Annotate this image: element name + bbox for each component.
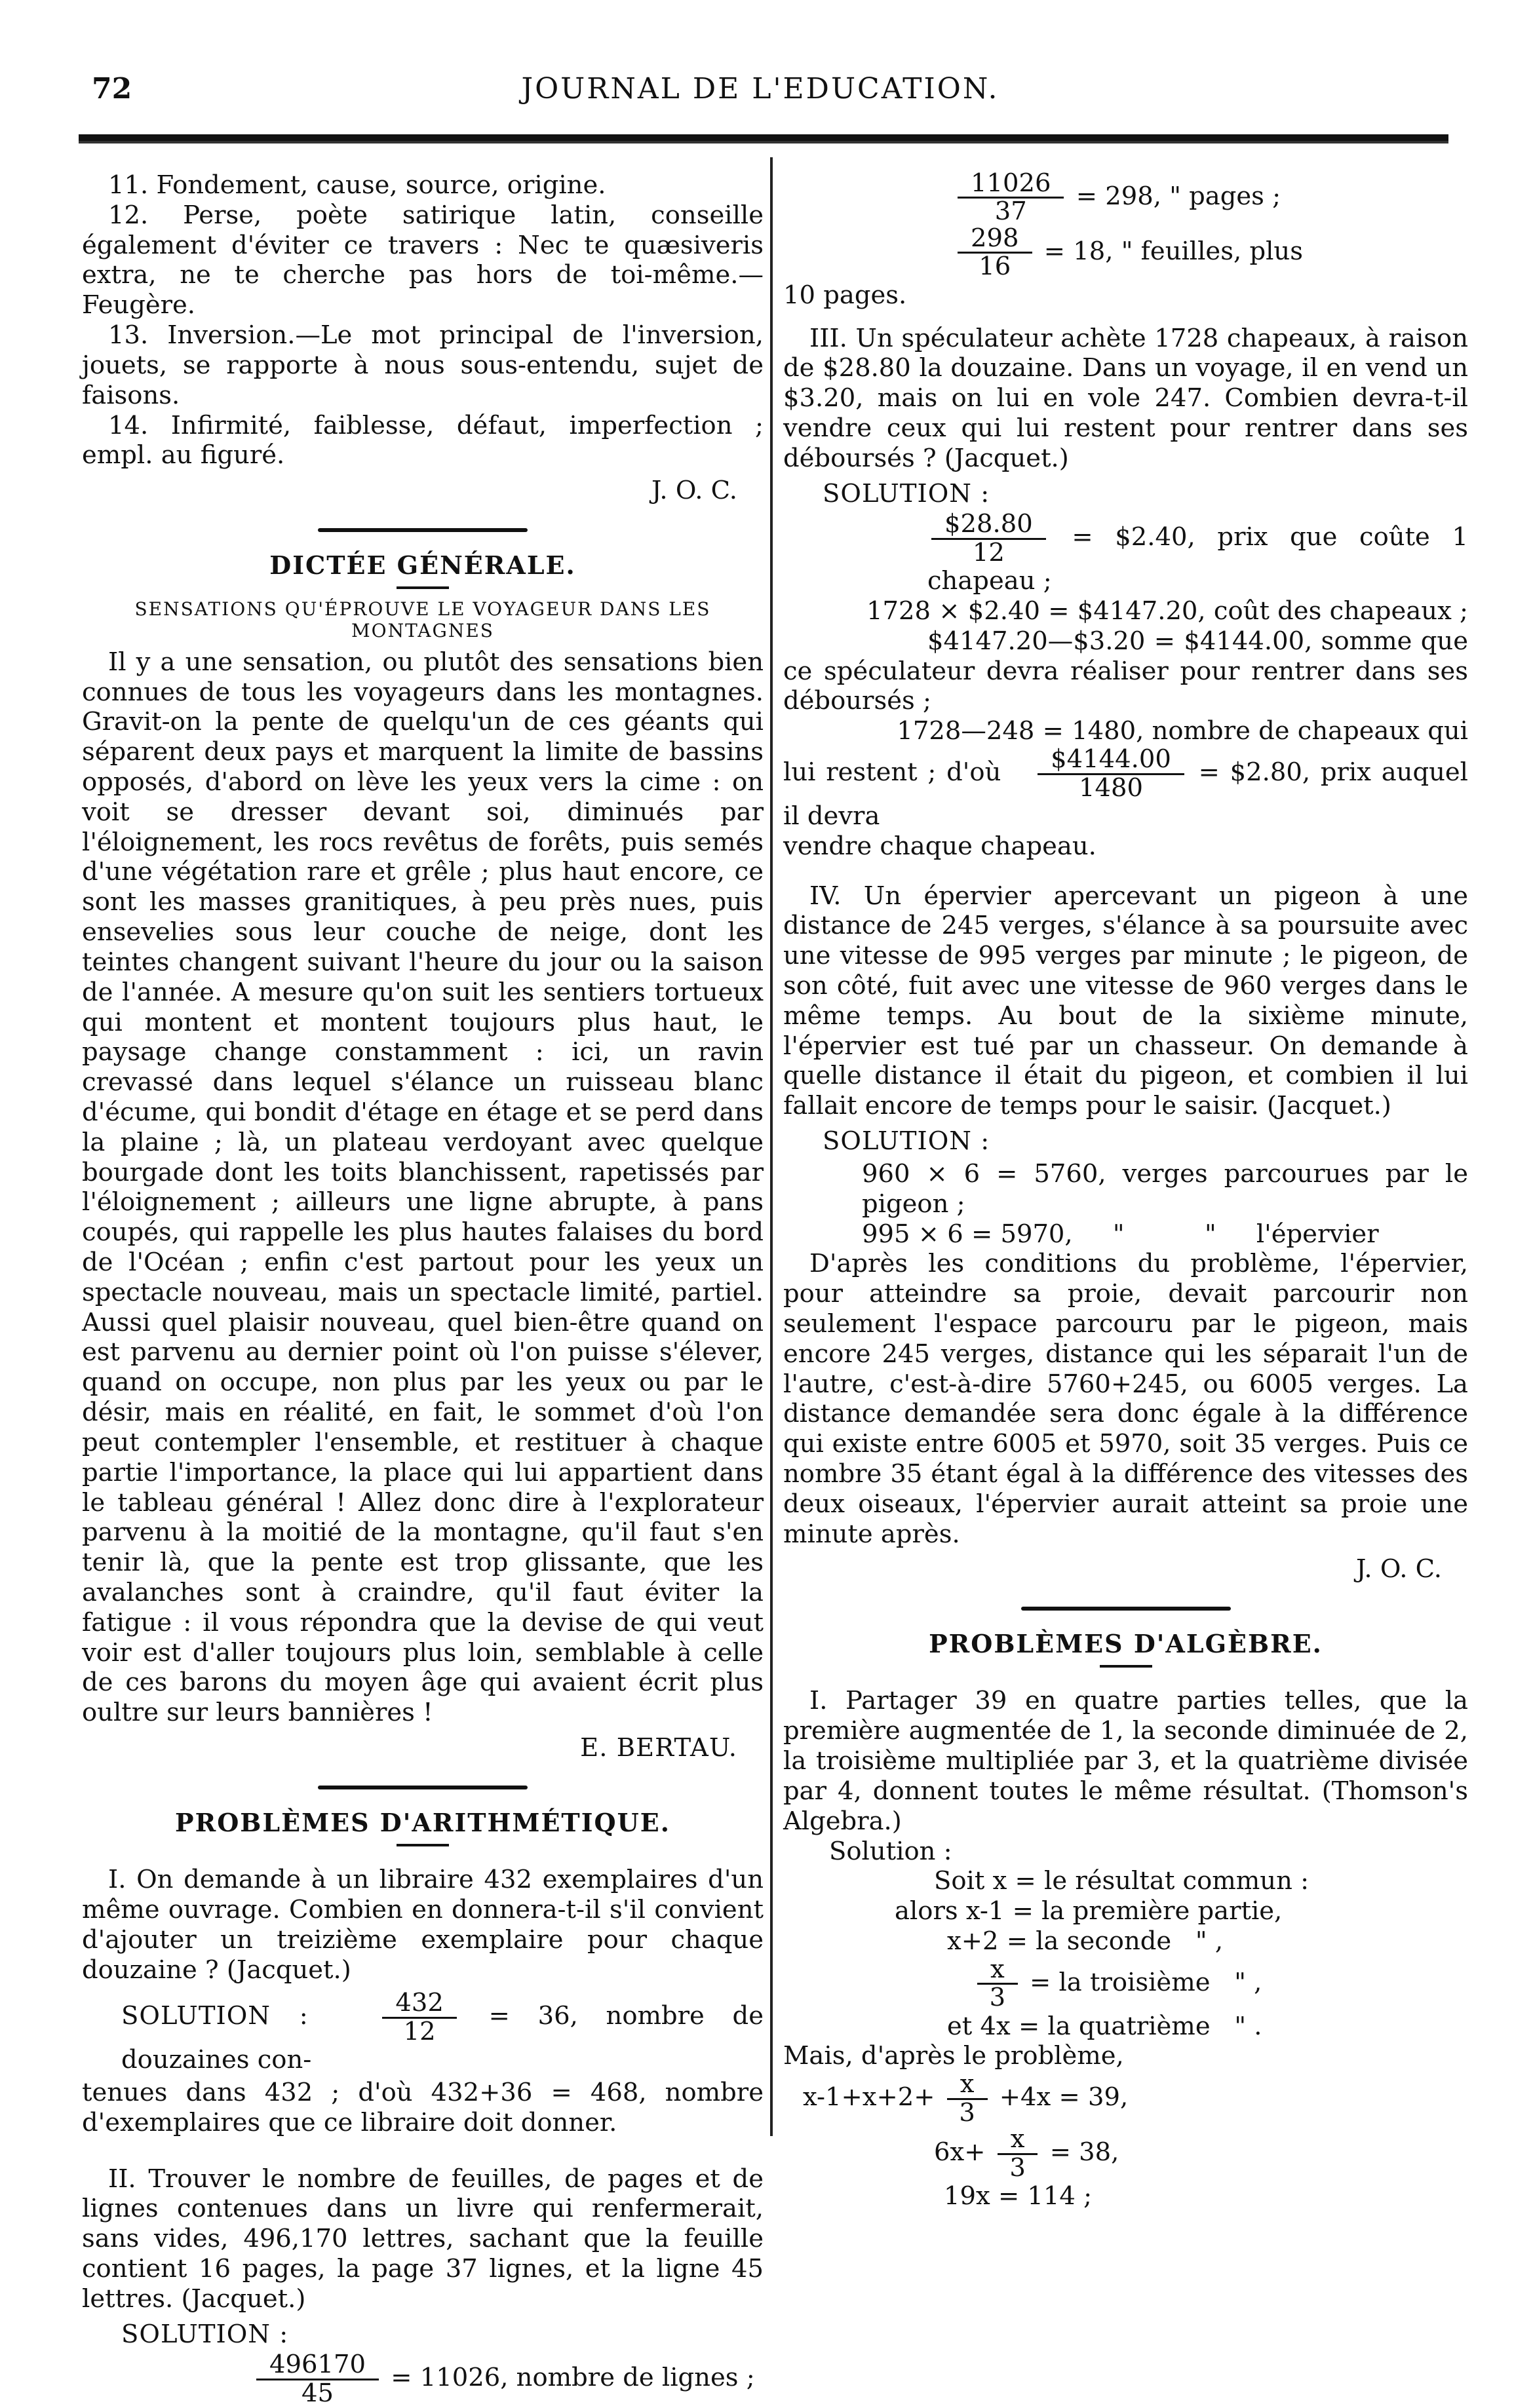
equation-text: = $2.40, prix que coûte 1 chapeau ; <box>927 522 1468 596</box>
solution-text: 10 pages. <box>783 280 907 310</box>
equation <box>954 225 1468 280</box>
solution-label: SOLUTION : <box>823 1126 990 1156</box>
equation-text: 960 × 6 = 5760, verges parcourues par le pigeon ; <box>862 1158 1468 1219</box>
numerator: x <box>947 2071 988 2099</box>
solution-label: SOLUTION : <box>121 2001 309 2031</box>
glossary-note: 14. Infirmité, faiblesse, défaut, imperfection ; empl. au figuré. <box>82 410 764 470</box>
equation-text: = 298, " pages ; <box>1076 181 1281 211</box>
equation-text: $4147.20—$3.20 = $4144.00, somme que ce spéculateur devra réaliser pour rentrer dans ses déboursés ; <box>783 626 1468 716</box>
numerator: 11026 <box>958 170 1064 199</box>
equation-text: 1728 × $2.40 = $4147.20, coût des chapeaux ; <box>866 596 1468 626</box>
journal-title: JOURNAL DE L'EDUCATION. <box>521 72 999 105</box>
equation-text: alors x-1 = la première partie, <box>895 1896 1283 1926</box>
equation-text: 6x+ <box>934 2137 986 2168</box>
numerator: x <box>998 2126 1038 2154</box>
equation <box>927 511 1468 596</box>
problem-statement: II. Trouver le nombre de feuilles, de pages et de lignes contenues dans un livre qui renfermerait, sans vides, 496,170 lettres, sachant que la feuille contient 16 pages, la page 37 lignes, et la ligne 45 lettres. (Jacquet.) <box>82 2164 764 2314</box>
equation-text: = 38, <box>1049 2137 1119 2168</box>
glossary-note: 13. Inversion.—Le mot principal de l'inversion, jouets, se rapporte à nous sous-entendu, sujet de faisons. <box>82 320 764 410</box>
equation-text: 1728—248 = 1480, nombre de chapeaux qui <box>897 716 1468 746</box>
title-rule <box>397 586 449 589</box>
solution-label: Solution : <box>829 1836 952 1866</box>
equation-text: x-1+x+2+ <box>803 2082 935 2112</box>
numerator: 432 <box>382 1990 457 2018</box>
section-ornament <box>318 528 528 532</box>
left-column <box>82 170 764 2407</box>
equation <box>973 1954 1468 2013</box>
denominator: 1480 <box>1079 773 1143 803</box>
right-column <box>783 170 1468 2211</box>
problem-statement: I. On demande à un libraire 432 exemplaires d'un même ouvrage. Combien en donnera-t-il s'il convient d'ajouter un treizième exemplaire pour chaque douzaine ? (Jacquet.) <box>82 1865 764 1985</box>
glossary-note: 12. Perse, poète satirique latin, conseille également d'éviter ce travers : Nec te quæsiveris extra, ne te cherche pas hors de toi-même.—Feugère. <box>82 200 764 320</box>
signature: J. O. C. <box>651 476 737 506</box>
equation <box>934 2126 1468 2181</box>
equation-text: et 4x = la quatrième " . <box>947 2011 1262 2041</box>
section-subtitle: SENSATIONS QU'ÉPROUVE LE VOYAGEUR DANS LES MONTAGNES <box>134 598 711 642</box>
solution-label-row <box>823 1126 1468 1156</box>
page-number: 72 <box>92 72 132 105</box>
equation <box>803 2071 1468 2126</box>
solution-text: D'après les conditions du problème, l'épervier, pour atteindre sa proie, devait parcourir non seulement l'espace parcouru par le pigeon, mais encore 245 verges, distance qui les séparait l'un de l'autre, c'est-à-dire 5760+245, ou 6005 verges. La distance demandée sera donc égale à la différence qui existe entre 6005 et 5970, soit 35 verges. Puis ce nombre 35 étant égal à la différence des vitesses des deux oiseaux, l'épervier aurait atteint sa proie une minute après. <box>783 1249 1468 1549</box>
denominator: 37 <box>994 197 1027 227</box>
solution-text: tenues dans 432 ; d'où 432+36 = 468, nombre d'exemplaires que ce libraire doit donner. <box>82 2077 764 2137</box>
section-ornament <box>1021 1607 1231 1611</box>
denominator: 45 <box>301 2378 334 2408</box>
signature: J. O. C. <box>1355 1554 1442 1584</box>
equation-text: = 18, " feuilles, plus <box>1043 236 1303 266</box>
fraction <box>256 2352 379 2407</box>
solution <box>121 2320 764 2350</box>
denominator: 16 <box>979 252 1011 282</box>
solution <box>121 1990 764 2075</box>
fraction <box>998 2126 1038 2181</box>
solution-text: vendre chaque chapeau. <box>783 831 1096 861</box>
denominator: 3 <box>989 1983 1006 2013</box>
section-title: PROBLÈMES D'ALGÈBRE. <box>929 1629 1323 1659</box>
solution-text: Mais, d'après le problème, <box>783 2041 1124 2071</box>
numerator: 496170 <box>256 2352 379 2380</box>
page-header <box>79 72 1442 118</box>
fraction <box>947 2071 988 2126</box>
solution-label: SOLUTION : <box>121 2319 289 2349</box>
fraction <box>958 170 1064 225</box>
section-ornament <box>318 1786 528 1789</box>
equation-text: = $2.80, prix auquel il devra <box>783 757 1468 831</box>
numerator: x <box>977 1957 1018 1985</box>
equation <box>954 170 1468 225</box>
equation-text: = 36, nombre de douzaines con- <box>121 2001 764 2075</box>
glossary-note: 11. Fondement, cause, source, origine. <box>108 170 606 200</box>
equation-text: Soit x = le résultat commun : <box>934 1866 1310 1896</box>
fraction <box>977 1954 1018 2013</box>
fraction <box>1038 746 1184 801</box>
numerator: 298 <box>958 225 1032 254</box>
title-rule <box>1100 1665 1152 1668</box>
equation-text: x+2 = la seconde " , <box>947 1926 1224 1956</box>
equation-text: 19x = 114 ; <box>944 2181 1093 2211</box>
numerator: $28.80 <box>931 511 1046 539</box>
header-rule <box>79 134 1448 143</box>
equation <box>783 746 1468 831</box>
section-title: DICTÉE GÉNÉRALE. <box>269 550 576 580</box>
equation-text: lui restent ; d'où <box>783 757 1001 788</box>
column-divider <box>770 157 773 2136</box>
fraction <box>931 511 1046 566</box>
denominator: 12 <box>972 537 1005 567</box>
dictee-paragraph: Il y a une sensation, ou plutôt des sensations bien connues de tous les voyageurs dans les montagnes. Gravit-on la pente de quelqu'un de ces géants qui séparent deux pays et marquent la limite de bassins opposés, d'abord on lève les yeux vers la cime : on voit se dresser devant soi, diminués par l'éloignement, les rocs revêtus de forêts, puis semés d'une végétation rare et grêle ; plus haut encore, ce sont les masses granitiques, à peu près nues, puis ensevelies sous leur couche de neige, dont les teintes changent suivant l'heure du jour ou la saison de l'année. A mesure qu'on suit les sentiers tortueux qui montent et montent toujours plus haut, le paysage change constamment : ici, un ravin crevassé dans lequel s'élance un ruisseau blanc d'écume, qui bondit d'étage en étage et se perd dans la plaine ; là, un plateau verdoyant avec quelque bourgade dont les toits blanchissent, rapetissés par l'éloignement ; ailleurs une ligne abrupte, à pans coupés, qui rappelle les plus hautes falaises du bord de l'Océan ; enfin c'est partout pour les yeux un spectacle nouveau, mais un spectacle limité, partiel. Aussi quel plaisir nouveau, quel bien-être quand on est parvenu au dernier point où l'on puisse s'élever, quand on occupe, non plus par les yeux ou par le désir, mais en réalité, en fait, le sommet d'où l'on peut contempler l'ensemble, et restituer à chaque partie l'importance, la place qui lui appartient dans le tableau général ! Allez donc dire à l'explorateur parvenu à la moitié de la montagne, qu'il faut s'en tenir là, que la pente est trop glissante, que les avalanches sont à craindre, qu'il faut éviter la fatigue : il vous répondra que la devise de qui veut voir est d'aller toujours plus loin, semblable à celle de ces barons du moyen âge qui avaient écrit plus oultre sur leurs bannières ! <box>82 647 764 1728</box>
denominator: 3 <box>1009 2152 1026 2183</box>
denominator: 3 <box>959 2097 975 2128</box>
section-title: PROBLÈMES D'ARITHMÉTIQUE. <box>175 1807 670 1837</box>
solution-label: SOLUTION : <box>823 478 990 508</box>
equation-text: +4x = 39, <box>999 2082 1129 2112</box>
problem-statement: IV. Un épervier apercevant un pigeon à une distance de 245 verges, s'élance à sa poursuite avec une vitesse de 995 verges par minute ; le pigeon, de son côté, fuit avec une vitesse de 960 verges dans le même temps. Au bout de la sixième minute, l'épervier est tué par un chasseur. On demande à quelle distance il était du pigeon, et combien il lui fallait encore de temps pour le saisir. (Jacquet.) <box>783 881 1468 1121</box>
equation <box>252 2352 764 2407</box>
solution-label-row <box>823 479 1468 509</box>
fraction <box>382 1990 457 2045</box>
signature: E. BERTAU. <box>580 1733 737 1763</box>
equation-text: = 11026, nombre de lignes ; <box>391 2363 755 2393</box>
equation-text: 995 × 6 = 5970, " " l'épervier <box>862 1219 1379 1249</box>
problem-statement: I. Partager 39 en quatre parties telles, que la première augmentée de 1, la seconde diminuée de 2, la troisième multipliée par 3, et la quatrième divisée par 4, donnent toutes le même résultat. (Thomson's Algebra.) <box>783 1686 1468 1836</box>
numerator: $4144.00 <box>1038 746 1184 774</box>
problem-statement: III. Un spéculateur achète 1728 chapeaux, à raison de $28.80 la douzaine. Dans un voyage, il en vend un $3.20, mais on lui en vole 247. Combien devra-t-il vendre ceux qui lui restent pour rentrer dans ses déboursés ? (Jacquet.) <box>783 323 1468 473</box>
equation-text: = la troisième " , <box>1029 1967 1262 1997</box>
title-rule <box>397 1844 449 1846</box>
denominator: 12 <box>403 2016 436 2046</box>
fraction <box>958 225 1032 280</box>
